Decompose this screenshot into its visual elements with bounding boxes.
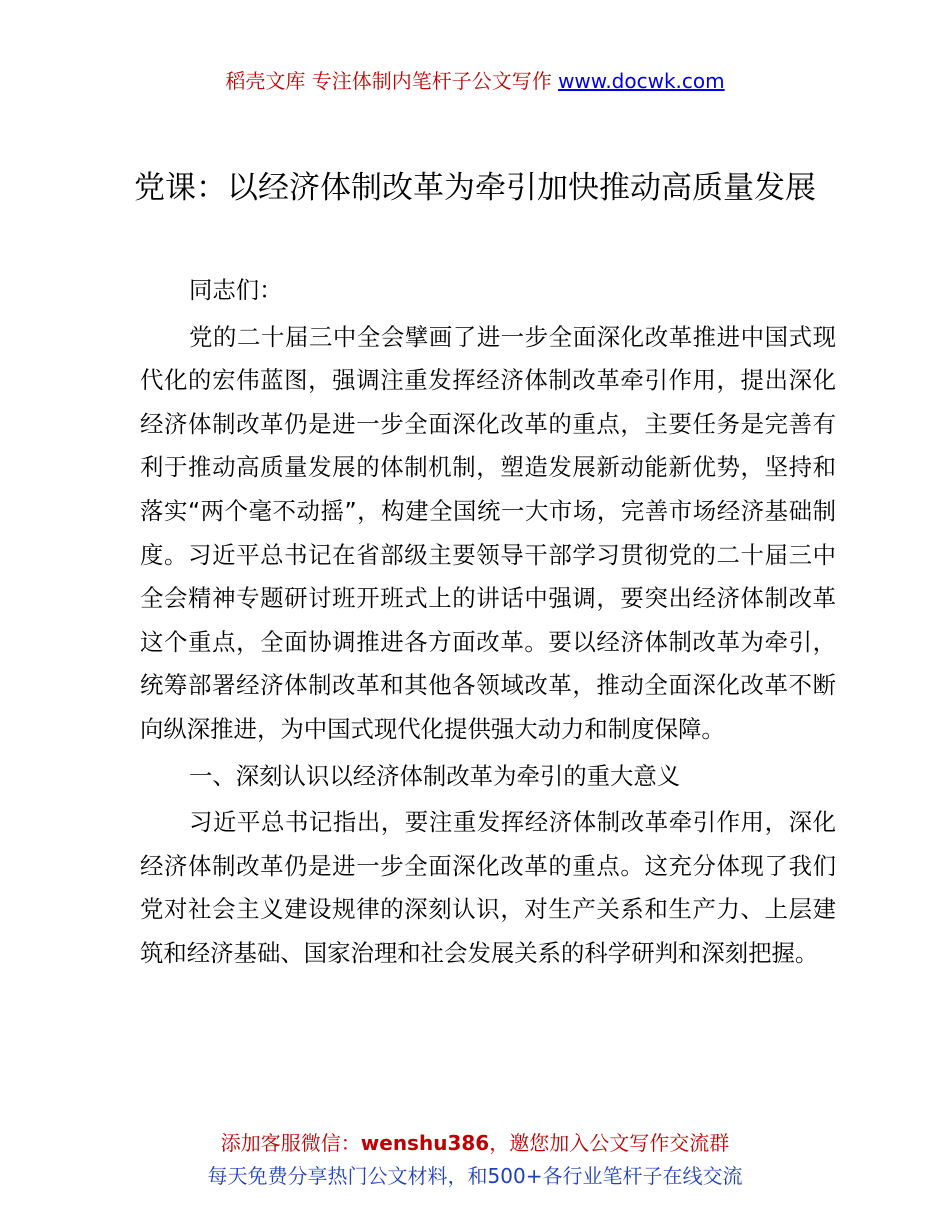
brand-name: 稻壳文库 [225,69,306,93]
section-heading: 一、深刻认识以经济体制改革为牵引的重大意义 [189,761,681,790]
footer-wechat-prefix: 添加客服微信： [220,1131,361,1155]
header-banner [0,64,950,98]
site-link[interactable]: www.docwk.com [558,69,725,93]
document-title: 党课：以经济体制改革为牵引加快推动高质量发展 [134,170,816,206]
footer-line-share: 每天免费分享热门公文材料，和500+各行业笔杆子在线交流 [207,1164,743,1188]
body-paragraph: 习近平总书记指出，要注重发挥经济体制改革牵引作用，深化经济体制改革仍是进一步全面深化改革的重点。这充分体现了我们党对社会主义建设规律的深刻认识，对生产关系和生产力、上层建筑和经济基础、国家治理和社会发展关系的科学研判和深刻把握。 [140,808,836,967]
brand-tagline: 专注体制内笔杆子公文写作 [311,69,552,93]
footer-line-wechat [0,1127,950,1160]
footer-promo [0,1127,950,1193]
wechat-id: wenshu386 [360,1131,490,1155]
body-paragraph: 党的二十届三中全会擘画了进一步全面深化改革推进中国式现代化的宏伟蓝图，强调注重发挥经济体制改革牵引作用，提出深化经济体制改革仍是进一步全面深化改革的重点，主要任务是完善有利于推动高质量发展的体制机制，塑造发展新动能新优势，坚持和落实“两个毫不动摇”，构建全国统一大市场，完善市场经济基础制度。习近平总书记在省部级主要领导干部学习贯彻党的二十届三中全会精神专题研讨班开班式上的讲话中强调，要突出经济体制改革这个重点，全面协调推进各方面改革。要以经济体制改革为牵引，统筹部署经济体制改革和其他各领域改革，推动全面深化改革不断向纵深推进，为中国式现代化提供强大动力和制度保障。 [140,322,836,743]
salutation: 同志们： [189,276,283,304]
document-body [140,269,836,979]
footer-wechat-suffix: ，邀您加入公文写作交流群 [489,1131,730,1155]
